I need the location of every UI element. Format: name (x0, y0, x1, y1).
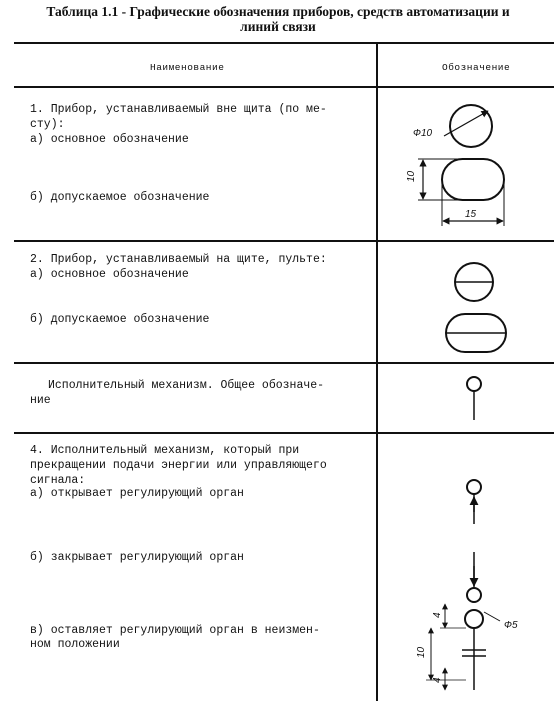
row3-line1: Исполнительный механизм. Общее обозначе- (48, 379, 325, 392)
dim-d10: Ф10 (413, 128, 433, 139)
row4-item-c-line2: ном положении (30, 638, 120, 651)
row1-line2: сту): (30, 118, 65, 131)
row4-line3: сигнала: (30, 474, 86, 487)
dim-w15: 15 (465, 209, 477, 220)
actuator-circle (467, 377, 481, 391)
row4-item-b: б) закрывает регулирующий орган (30, 551, 244, 564)
row2-item-a: а) основное обозначение (30, 268, 189, 281)
row3-line2: ние (30, 394, 51, 407)
dim-d5: Ф5 (504, 620, 518, 631)
row2-line1: 2. Прибор, устанавливаемый на щите, пульте: (30, 253, 327, 266)
dim-4a: 4 (432, 612, 443, 618)
row4-item-a: а) открывает регулирующий орган (30, 487, 244, 500)
actuator-open-circle (467, 480, 481, 494)
row4-item-c-line1: в) оставляет регулирующий орган в неизмен- (30, 624, 320, 637)
actuator-hold-circle (465, 610, 483, 628)
dim-4b: 4 (432, 677, 443, 683)
actuator-close-circle (467, 588, 481, 602)
row1-item-b: б) допускаемое обозначение (30, 191, 210, 204)
table-title-line1: Таблица 1.1 - Графические обозначения приборов, средств автоматизации и (46, 4, 510, 19)
dim-10: 10 (416, 646, 427, 658)
instrument-local-circle (450, 105, 492, 147)
row1-item-a: а) основное обозначение (30, 133, 189, 146)
row4-line2: прекращении подачи энергии или управляющего (30, 459, 327, 472)
instrument-local-oval (442, 159, 504, 200)
row2-item-b: б) допускаемое обозначение (30, 313, 210, 326)
row1-line1: 1. Прибор, устанавливаемый вне щита (по ме- (30, 103, 327, 116)
d5-leader (484, 612, 500, 621)
row4-line1: 4. Исполнительный механизм, который при (30, 444, 300, 457)
header-name-column: Наименование (150, 62, 225, 73)
header-symbol-column: Обозначение (442, 62, 511, 73)
dim-h10: 10 (406, 170, 417, 182)
table-title-line2: линий связи (240, 19, 316, 34)
